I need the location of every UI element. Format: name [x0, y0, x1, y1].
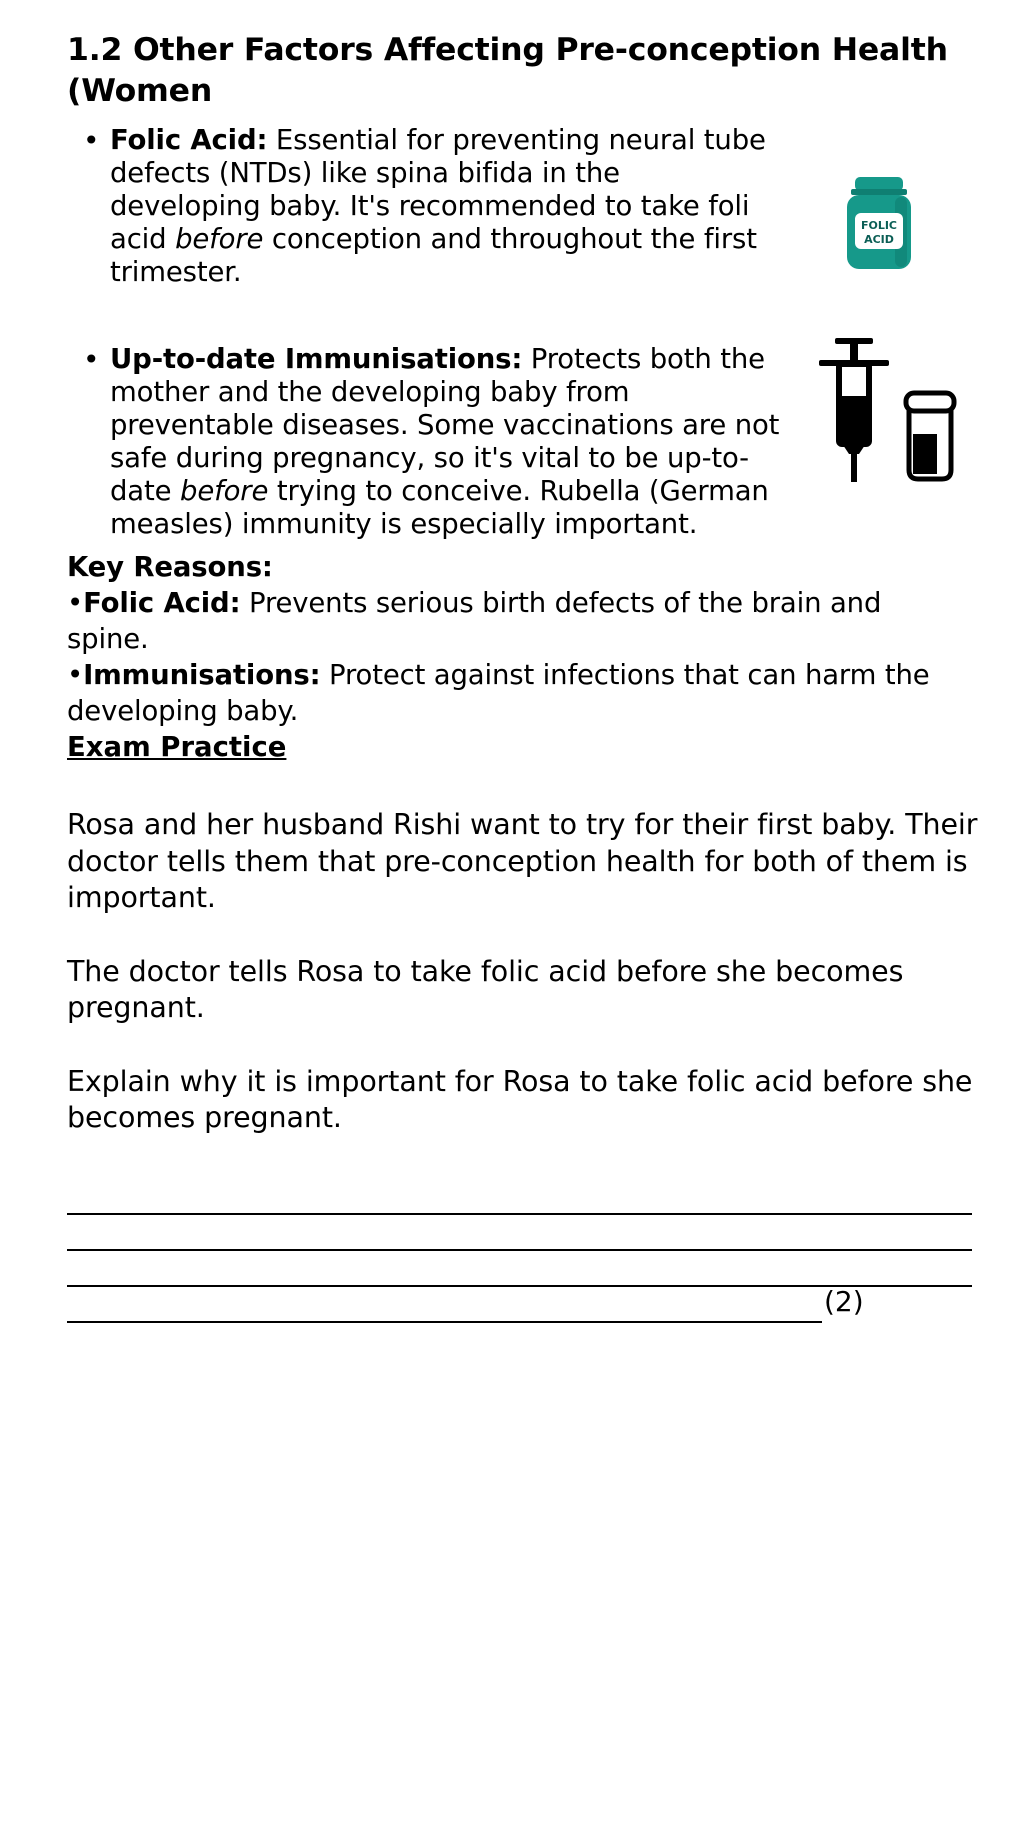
- bullet-marker: •: [83, 124, 100, 157]
- key-reason-folic-text: Prevents serious birth defects of the brain and: [240, 587, 882, 619]
- answer-line[interactable]: [67, 1251, 972, 1287]
- folic-line-1-text: Essential for preventing neural tube: [267, 124, 766, 156]
- folic-line-4-pre: acid: [110, 223, 176, 255]
- section-title-line-2: (Women: [67, 73, 213, 109]
- exam-p2-line-1: The doctor tells Rosa to take folic acid before she becomes: [67, 954, 904, 988]
- exam-p1-line-2: doctor tells them that pre-conception health for both of them is: [67, 844, 968, 878]
- immun-line-4: safe during pregnancy, so it's vital to be up-to-: [110, 442, 749, 474]
- bottle-label-2: ACID: [864, 233, 894, 246]
- folic-line-2: defects (NTDs) like spina bifida in the: [110, 157, 620, 189]
- worksheet-page: [67, 30, 977, 1323]
- exam-paragraph-2: [67, 954, 977, 1027]
- section-title-line-1: 1.2 Other Factors Affecting Pre-conception Health: [67, 32, 948, 68]
- exam-p2-line-2: pregnant.: [67, 991, 205, 1024]
- syringe-icon: [817, 336, 891, 484]
- exam-paragraph-1: [67, 807, 977, 917]
- folic-line-3: developing baby. It's recommended to take foli: [110, 190, 750, 222]
- answer-line[interactable]: [67, 1215, 972, 1251]
- immun-line-5-post: trying to conceive. Rubella (German: [268, 475, 769, 507]
- immun-line-1-text: Protects both the: [522, 343, 765, 375]
- bullet-immunisations: [67, 343, 830, 541]
- immun-line-5-pre: date: [110, 475, 181, 507]
- marks-label: (2): [824, 1284, 864, 1318]
- immun-line-6: measles) immunity is especially important.: [110, 508, 698, 540]
- immun-label: Up-to-date Immunisations:: [110, 343, 523, 375]
- exam-q-line-1: Explain why it is important for Rosa to take folic acid before she: [67, 1064, 973, 1098]
- immun-line-3: preventable diseases. Some vaccinations are not: [110, 409, 780, 441]
- folic-line-4: [110, 223, 785, 256]
- exam-practice-heading: Exam Practice: [67, 731, 287, 763]
- exam-p1-line-3: important.: [67, 881, 216, 914]
- folic-label: Folic Acid:: [110, 124, 268, 156]
- key-reasons-heading: Key Reasons:: [67, 551, 273, 583]
- folic-line-1: [110, 124, 785, 157]
- key-reason-immun-label: Immunisations:: [83, 659, 321, 691]
- key-reason-immun: [67, 657, 977, 693]
- key-reason-folic-label: Folic Acid:: [83, 587, 241, 619]
- immun-line-1: [110, 343, 800, 376]
- exam-q-line-2: becomes pregnant.: [67, 1101, 342, 1134]
- immun-line-2: mother and the developing baby from: [110, 376, 630, 408]
- immunisations-text: [110, 343, 800, 541]
- key-reason-folic: [67, 585, 977, 621]
- folic-line-4-post: conception and throughout the first: [263, 223, 757, 255]
- answer-area[interactable]: [67, 1179, 977, 1323]
- folic-line-4-em: before: [175, 223, 264, 255]
- section-title: [67, 30, 977, 112]
- bullet-marker: •: [83, 343, 100, 376]
- vial-icon: [903, 390, 957, 482]
- immun-line-5-em: before: [180, 475, 269, 507]
- folic-acid-bottle-icon: [845, 175, 913, 271]
- folic-acid-text: [110, 124, 785, 289]
- key-reasons-block: [67, 549, 977, 729]
- bottle-label-1: FOLIC: [860, 219, 898, 232]
- answer-line-last: [67, 1284, 977, 1323]
- key-reason-immun-text: Protect against infections that can harm the: [320, 659, 930, 691]
- answer-line[interactable]: [67, 1287, 822, 1323]
- exam-p1-line-1: Rosa and her husband Rishi want to try for their first baby. Their: [67, 808, 978, 841]
- key-reason-bullet: •: [67, 587, 84, 619]
- key-reason-bullet: •: [67, 659, 84, 691]
- bullet-folic-acid: [67, 124, 830, 289]
- immun-line-5: [110, 475, 800, 508]
- folic-line-5: trimester.: [110, 256, 242, 288]
- exam-question: [67, 1064, 977, 1137]
- answer-line[interactable]: [67, 1179, 972, 1215]
- key-reason-immun-line-2: developing baby.: [67, 695, 299, 727]
- key-reason-folic-line-2: spine.: [67, 623, 149, 655]
